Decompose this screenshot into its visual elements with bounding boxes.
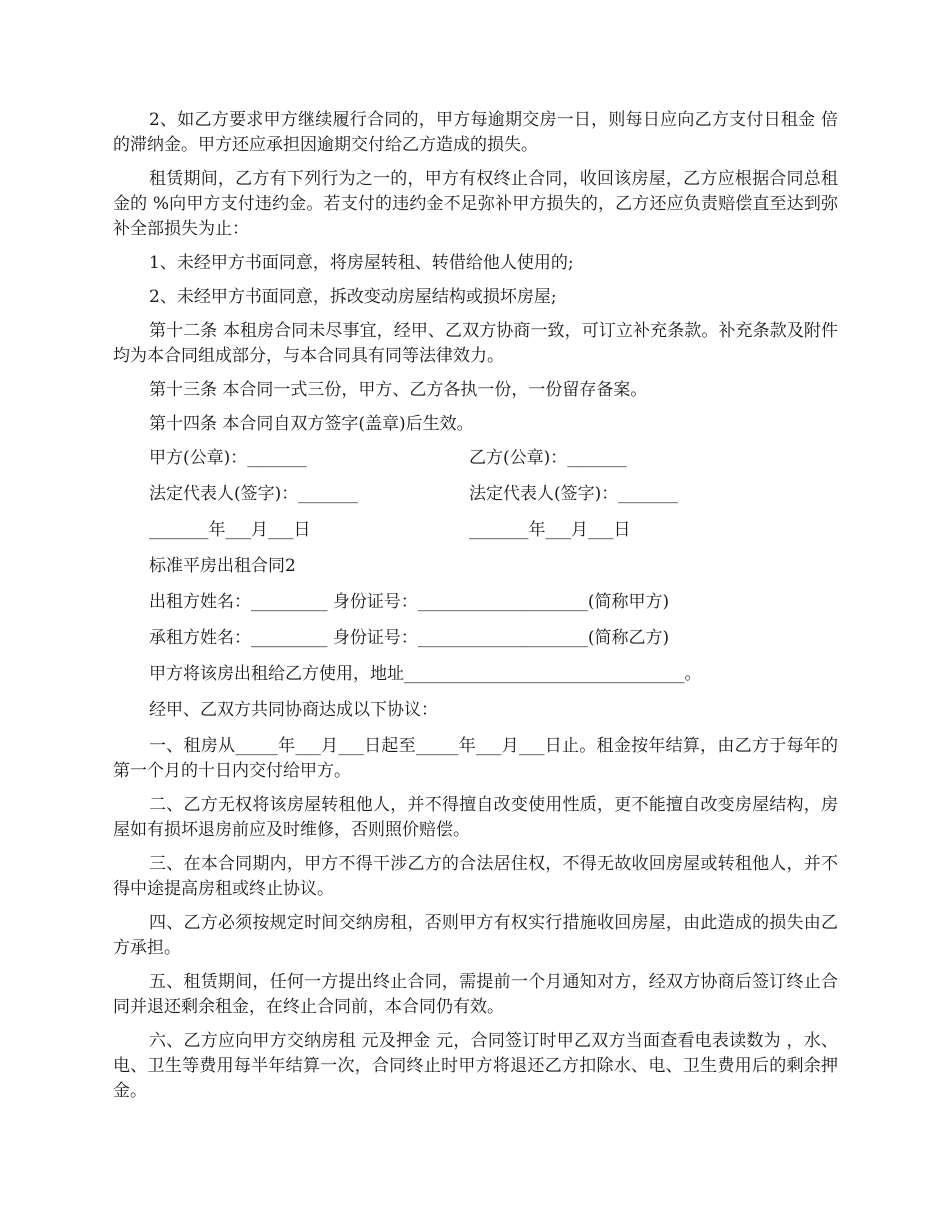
contract-2-clause-6: 六、乙方应向甲方交纳房租 元及押金 元，合同签订时甲乙双方当面查看电表读数为 ，水、电、卫生等费用每半年结算一次，合同终止时甲方将退还乙方扣除水、电、卫生费用后的剩余押金。 (113, 1031, 838, 1101)
contract-2-clause-3: 三、在本合同期内，甲方不得干涉乙方的合法居住权，不得无故收回房屋或转租他人，并不得中途提高房租或终止协议。 (113, 854, 838, 899)
clause-item-sublet: 1、未经甲方书面同意，将房屋转租、转借给他人使用的; (149, 253, 574, 273)
party-a-representative: 法定代表人(签字)：_______ (149, 484, 358, 504)
contract-2-clause-4: 四、乙方必须按规定时间交纳房租，否则甲方有权实行措施收回房屋，由此造成的损失由乙方承担。 (113, 913, 838, 958)
clause-overdue-penalty: 2、如乙方要求甲方继续履行合同的，甲方每逾期交房一日，则每日应向乙方支付日租金 倍的滞纳金。甲方还应承担因逾期交付给乙方造成的损失。 (113, 110, 838, 155)
signature-seal-row (113, 446, 838, 471)
contract-2-clause-1: 一、租房从_____年___月___日起至_____年___月___日止。租金按年结算，由乙方于每年的第一个月的十日内交付给甲方。 (113, 736, 838, 781)
party-b-representative: 法定代表人(签字)：_______ (469, 484, 678, 504)
party-b-date: _______年___月___日 (469, 520, 631, 540)
party-b-seal: 乙方(公章)：_______ (469, 448, 627, 468)
party-a-date: _______年___月___日 (149, 520, 311, 540)
signature-rep-row (113, 482, 838, 507)
contract-2-clause-5: 五、租赁期间，任何一方提出终止合同，需提前一个月通知对方，经双方协商后签订终止合同并退还剩余租金，在终止合同前，本合同仍有效。 (113, 972, 838, 1017)
article-13: 第十三条 本合同一式三份，甲方、乙方各执一份，一份留存备案。 (149, 380, 648, 400)
party-a-seal: 甲方(公章)：_______ (149, 448, 307, 468)
document-page (113, 108, 838, 1113)
lessee-line: 承租方姓名：_________ 身份证号：____________________(简称乙方) (149, 628, 670, 648)
contract-2-clause-2: 二、乙方无权将该房屋转租他人，并不得擅自改变使用性质，更不能擅自改变房屋结构，房屋如有损坏退房前应及时维修，否则照价赔偿。 (113, 795, 838, 840)
article-14: 第十四条 本合同自双方签字(盖章)后生效。 (149, 414, 474, 434)
lessor-line: 出租方姓名：_________ 身份证号：____________________(简称甲方) (149, 592, 670, 612)
clause-item-structure: 2、未经甲方书面同意，拆改变动房屋结构或损坏房屋; (149, 287, 557, 307)
signature-date-row (113, 518, 838, 543)
clause-termination-rights: 租赁期间，乙方有下列行为之一的，甲方有权终止合同，收回该房屋，乙方应根据合同总租金的 %向甲方支付违约金。若支付的违约金不足弥补甲方损失的，乙方还应负责赔偿直至达到弥补全部损失为止： (113, 169, 838, 239)
contract-2-title: 标准平房出租合同2 (149, 556, 296, 576)
address-line: 甲方将该房出租给乙方使用，地址_________________________________。 (149, 664, 702, 684)
article-12: 第十二条 本租房合同未尽事宜，经甲、乙双方协商一致，可订立补充条款。补充条款及附件均为本合同组成部分，与本合同具有同等法律效力。 (113, 321, 838, 366)
agreement-intro: 经甲、乙双方共同协商达成以下协议： (149, 700, 438, 720)
